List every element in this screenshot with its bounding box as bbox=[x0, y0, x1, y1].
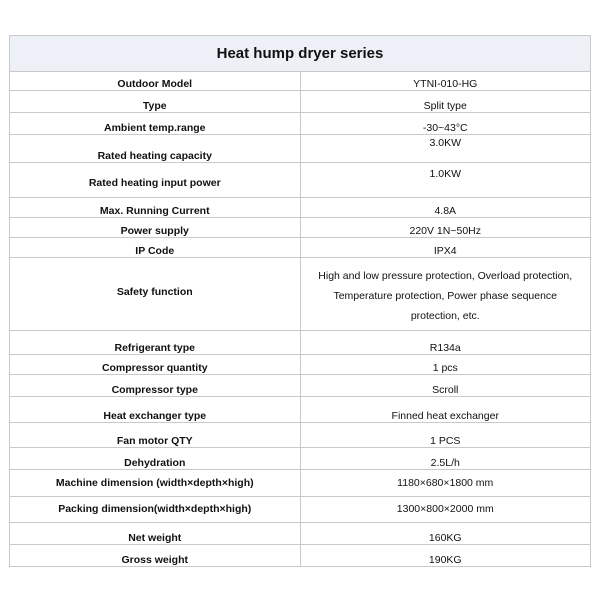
row-label-power-supply: Power supply bbox=[10, 218, 301, 238]
row-value-heating-capacity: 3.0KW bbox=[300, 135, 591, 163]
table-row bbox=[10, 163, 591, 198]
title-row bbox=[10, 36, 591, 72]
table-row bbox=[10, 91, 591, 113]
safety-line: protection, etc. bbox=[410, 310, 480, 322]
table-row bbox=[10, 375, 591, 397]
row-value-power-supply: 220V 1N~50Hz bbox=[300, 218, 591, 238]
table-row bbox=[10, 331, 591, 355]
table-row bbox=[10, 545, 591, 567]
spec-table bbox=[9, 35, 591, 567]
table-row bbox=[10, 355, 591, 375]
row-label-heat-exchanger: Heat exchanger type bbox=[10, 397, 301, 423]
row-label-type: Type bbox=[10, 91, 301, 113]
row-label-packing-dimension: Packing dimension(width×depth×high) bbox=[10, 497, 301, 523]
table-row bbox=[10, 423, 591, 448]
row-label-max-current: Max. Running Current bbox=[10, 198, 301, 218]
row-value-compressor-qty: 1 pcs bbox=[300, 355, 591, 375]
row-value-compressor-type: Scroll bbox=[300, 375, 591, 397]
row-label-compressor-qty: Compressor quantity bbox=[10, 355, 301, 375]
row-value-ambient-temp: -30~43°C bbox=[300, 113, 591, 135]
row-value-gross-weight: 190KG bbox=[300, 545, 591, 567]
row-label-net-weight: Net weight bbox=[10, 523, 301, 545]
row-value-max-current: 4.8A bbox=[300, 198, 591, 218]
row-value-dehydration: 2.5L/h bbox=[300, 448, 591, 470]
row-value-heat-exchanger: Finned heat exchanger bbox=[300, 397, 591, 423]
row-value-safety-function bbox=[300, 258, 591, 331]
row-value-outdoor-model: YTNI-010-HG bbox=[300, 72, 591, 91]
row-value-machine-dimension: 1180×680×1800 mm bbox=[300, 470, 591, 497]
row-label-heating-capacity: Rated heating capacity bbox=[10, 135, 301, 163]
row-value-packing-dimension: 1300×800×2000 mm bbox=[300, 497, 591, 523]
row-value-type: Split type bbox=[300, 91, 591, 113]
safety-line: High and low pressure protection, Overload protection, bbox=[318, 270, 573, 282]
row-value-ip-code: IPX4 bbox=[300, 238, 591, 258]
table-row bbox=[10, 113, 591, 135]
row-label-safety-function: Safety function bbox=[10, 258, 301, 331]
row-label-machine-dimension: Machine dimension (width×depth×high) bbox=[10, 470, 301, 497]
table-row bbox=[10, 218, 591, 238]
table-row bbox=[10, 198, 591, 218]
row-label-heating-input-power: Rated heating input power bbox=[10, 163, 301, 198]
row-label-dehydration: Dehydration bbox=[10, 448, 301, 470]
row-value-net-weight: 160KG bbox=[300, 523, 591, 545]
row-label-compressor-type: Compressor type bbox=[10, 375, 301, 397]
row-label-fan-motor: Fan motor QTY bbox=[10, 423, 301, 448]
table-row bbox=[10, 135, 591, 163]
safety-line: Temperature protection, Power phase sequence bbox=[333, 290, 558, 302]
table-row bbox=[10, 470, 591, 497]
table-title: Heat hump dryer series bbox=[10, 36, 591, 72]
row-label-outdoor-model: Outdoor Model bbox=[10, 72, 301, 91]
table-row bbox=[10, 258, 591, 331]
row-label-refrigerant: Refrigerant type bbox=[10, 331, 301, 355]
table-row bbox=[10, 72, 591, 91]
table-row bbox=[10, 497, 591, 523]
table-row bbox=[10, 238, 591, 258]
row-value-fan-motor: 1 PCS bbox=[300, 423, 591, 448]
table-row bbox=[10, 448, 591, 470]
row-value-heating-input-power: 1.0KW bbox=[300, 163, 591, 198]
row-label-ambient-temp: Ambient temp.range bbox=[10, 113, 301, 135]
row-label-ip-code: IP Code bbox=[10, 238, 301, 258]
row-value-refrigerant: R134a bbox=[300, 331, 591, 355]
table-row bbox=[10, 523, 591, 545]
row-label-gross-weight: Gross weight bbox=[10, 545, 301, 567]
table-row bbox=[10, 397, 591, 423]
